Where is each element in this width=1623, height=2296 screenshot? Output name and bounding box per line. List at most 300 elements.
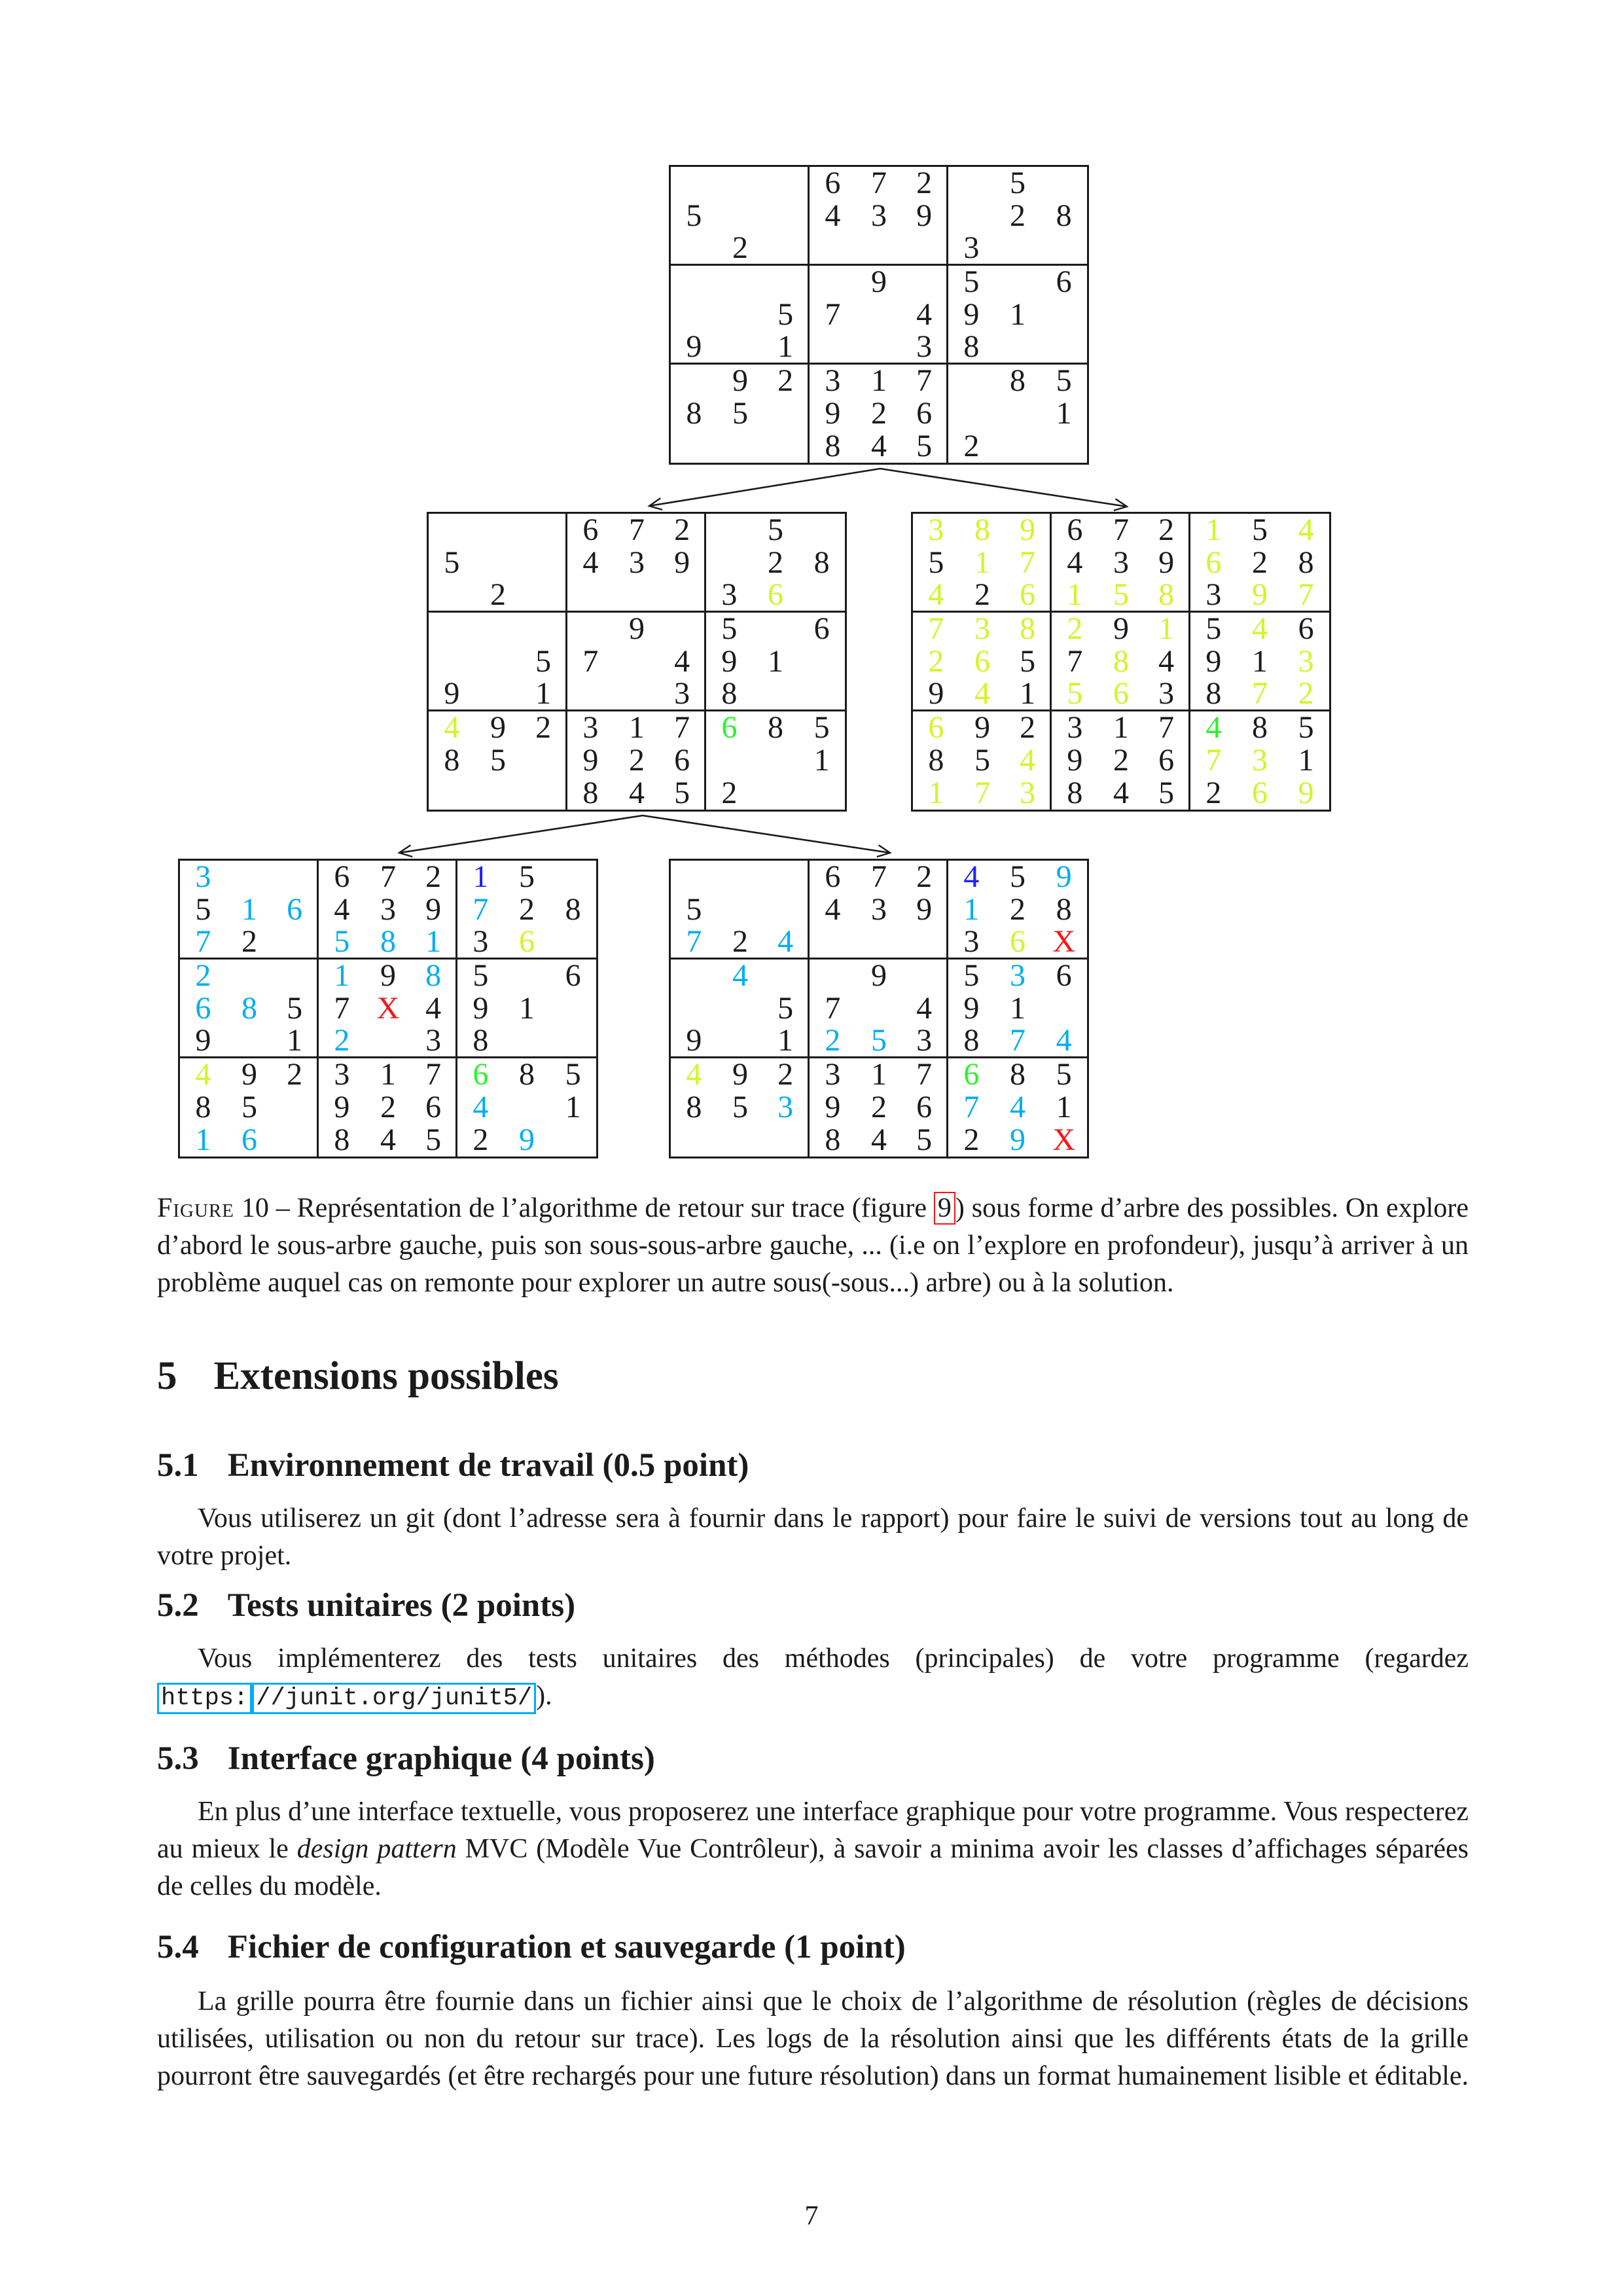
section-5-2-heading <box>157 1587 575 1624</box>
cell-r4c4: 2 <box>1067 611 1083 646</box>
cell-r5c5 <box>856 992 902 1025</box>
cell-r2c8: 2 <box>518 892 535 927</box>
cell-r1c6: 2 <box>1144 514 1190 547</box>
cell-r2c7 <box>948 200 995 232</box>
figure-caption <box>157 1190 1469 1302</box>
cell-r1c1 <box>671 861 717 893</box>
cell-r7c6: 7 <box>902 1058 948 1091</box>
cell-r3c8: 6 <box>504 926 550 960</box>
cell-r1c9: 4 <box>1298 512 1314 547</box>
cell-r3c5 <box>614 579 660 613</box>
cell-r3c5: 8 <box>365 926 412 960</box>
cell-r4c6: 8 <box>411 960 457 992</box>
cell-r3c3 <box>521 579 567 613</box>
cell-r9c5: 4 <box>628 776 645 810</box>
cell-r5c8: 1 <box>1009 991 1026 1026</box>
cell-r7c9: 5 <box>1056 363 1072 398</box>
cell-r6c3: 1 <box>1005 678 1052 711</box>
cell-r6c2 <box>475 678 522 711</box>
cell-r4c6 <box>902 266 948 298</box>
cell-r8c5: 2 <box>870 396 887 431</box>
cell-r9c5: 4 <box>870 429 887 463</box>
cell-r8c6: 6 <box>411 1091 457 1124</box>
figure-caption-text-before: Représentation de l’algorithme de retour sur trace (figure <box>296 1193 934 1223</box>
cell-r6c8 <box>753 678 799 711</box>
cell-r8c1: 8 <box>686 1090 702 1124</box>
cell-r5c6: 4 <box>902 298 948 331</box>
cell-r1c1: 3 <box>195 859 211 894</box>
cell-r9c6: 5 <box>902 430 948 463</box>
cell-r9c8 <box>753 777 799 810</box>
cell-r3c6 <box>660 579 706 613</box>
cell-r6c1: 9 <box>180 1025 226 1058</box>
cell-r3c3: 6 <box>1005 579 1052 613</box>
cell-r2c9: 8 <box>1298 545 1314 580</box>
cell-r2c3: 6 <box>272 893 319 926</box>
cell-r1c5: 7 <box>870 859 887 894</box>
cell-r9c5: 4 <box>1113 776 1129 810</box>
cell-r4c5: 9 <box>628 611 645 646</box>
cell-r5c9: 3 <box>1298 644 1314 679</box>
cell-r9c9: 9 <box>1298 776 1314 810</box>
section-5-3-text-before: En plus d’une interface textuelle, vous proposerez une interface graphique pour votre programme. Vous respecterez au mieux le <box>157 1797 1469 1864</box>
cell-r7c5: 1 <box>870 363 887 398</box>
cell-r7c1: 4 <box>195 1057 211 1092</box>
cell-r2c1: 5 <box>444 545 460 580</box>
cell-r9c4: 8 <box>1067 776 1083 810</box>
cell-r7c2: 9 <box>490 710 506 745</box>
section-5-title: Extensions possibles <box>213 1354 559 1398</box>
cell-r2c7: 1 <box>963 892 980 927</box>
cell-r4c2 <box>717 266 764 298</box>
cell-r5c9 <box>1041 298 1087 331</box>
cell-r4c7: 5 <box>721 611 738 646</box>
figure-caption-text-after: ) sous forme d’arbre des possibles. On explore d’abord le sous-arbre gauche, puis son sous-sous-arbre gauche, ... (i.e on l’explore en profondeur), jusqu’à arriver à un problème auquel cas on remonte pour explorer un autre sous(-sous...) arbre) ou à la solution. <box>157 1193 1469 1298</box>
cell-r5c1 <box>429 645 475 678</box>
cell-r4c7: 5 <box>473 958 489 993</box>
cell-r9c9 <box>1041 430 1087 463</box>
cell-r5c7: 9 <box>963 991 980 1026</box>
cell-r4c3 <box>763 960 810 992</box>
cell-r5c2 <box>717 298 764 331</box>
cell-r3c1 <box>671 232 717 266</box>
cell-r1c3: 9 <box>1005 514 1052 547</box>
cell-r2c9: 8 <box>1056 892 1072 927</box>
cell-r8c4: 9 <box>334 1090 350 1124</box>
cell-r7c1 <box>671 365 717 397</box>
cell-r7c7: 6 <box>963 1057 980 1092</box>
cell-r4c9: 6 <box>813 611 830 646</box>
cell-r5c8: 1 <box>1009 297 1026 332</box>
cell-r9c8 <box>995 430 1041 463</box>
cell-r6c7: 8 <box>948 331 995 365</box>
cell-r4c2 <box>475 613 522 645</box>
cell-r4c6 <box>902 960 948 992</box>
cell-r7c8: 8 <box>1009 1057 1026 1092</box>
cell-r9c1: 1 <box>928 776 944 810</box>
cell-r4c2 <box>226 960 273 992</box>
cell-r1c7: 1 <box>473 859 489 894</box>
cell-r2c6: 9 <box>902 893 948 926</box>
cell-r9c3 <box>763 1124 810 1157</box>
cell-r3c3 <box>272 926 319 960</box>
cell-r1c3 <box>763 861 810 893</box>
cell-r8c1: 8 <box>686 396 702 431</box>
cell-r2c4: 4 <box>582 545 599 580</box>
cell-r4c7: 5 <box>963 264 980 299</box>
section-5-4-paragraph: La grille pourra être fournie dans un fichier ainsi que le choix de l’algorithme de résolution (règles de décisions utilisées, utilisation ou non du retour sur trace). Les logs de la résolution ainsi que les différents états de la grille pourront être sauvegardés (et être rechargés pour une future résolution) dans un format humainement lisible et éditable. <box>157 1986 1469 2091</box>
cell-r1c1 <box>429 514 475 547</box>
cell-r7c8: 8 <box>518 1057 535 1092</box>
cell-r6c5: 5 <box>856 1025 902 1058</box>
cell-r2c5: 3 <box>380 892 396 927</box>
cell-r4c1: 7 <box>928 611 944 646</box>
junit-link-part2[interactable]: //junit.org/junit5/ <box>252 1683 536 1714</box>
cell-r8c7: 4 <box>473 1090 489 1124</box>
cell-r7c4: 3 <box>825 363 841 398</box>
cell-r6c9: 2 <box>1283 678 1329 711</box>
cell-r1c3 <box>763 167 810 200</box>
cell-r7c9: 5 <box>813 710 830 745</box>
cell-r3c5: 5 <box>1098 579 1145 613</box>
cell-r3c5 <box>856 232 902 266</box>
cell-r2c2: 1 <box>241 892 257 927</box>
cell-r3c1: 4 <box>913 579 959 613</box>
cell-r2c8: 2 <box>767 545 783 580</box>
cell-r1c9: 9 <box>1056 859 1072 894</box>
section-5-2-number: 5.2 <box>157 1587 199 1624</box>
cell-r7c4: 3 <box>334 1057 350 1092</box>
section-5-3-number: 5.3 <box>157 1740 199 1777</box>
cell-r8c5: 2 <box>628 743 645 778</box>
cell-r3c6 <box>902 232 948 266</box>
cell-r8c7 <box>706 744 753 777</box>
cell-r8c4: 9 <box>825 396 841 431</box>
cell-r9c1 <box>671 430 717 463</box>
cell-r4c1 <box>429 613 475 645</box>
cell-r6c1: 9 <box>913 678 959 711</box>
cell-r2c4: 4 <box>825 198 841 233</box>
cell-r4c7: 5 <box>1205 611 1222 646</box>
cell-r1c2 <box>226 861 273 893</box>
cell-r5c2 <box>717 992 764 1025</box>
cell-r1c8: 5 <box>518 859 535 894</box>
cell-r6c6: 3 <box>660 678 706 711</box>
cell-r6c7: 8 <box>948 1025 995 1058</box>
cell-r8c5: 2 <box>1113 743 1129 778</box>
cell-r7c5: 1 <box>380 1057 396 1092</box>
cell-r7c4: 3 <box>582 710 599 745</box>
cell-r9c8: 9 <box>518 1122 535 1157</box>
cell-r3c6: 8 <box>1144 579 1190 613</box>
cell-r6c5 <box>856 331 902 365</box>
cell-r5c6: 4 <box>411 992 457 1025</box>
cell-r9c1 <box>429 777 475 810</box>
cell-r9c3 <box>272 1124 319 1157</box>
section-5-4-title: Fichier de configuration et sauvegarde (1 point) <box>227 1929 906 1965</box>
cell-r5c8: 1 <box>518 991 535 1026</box>
cell-r3c9 <box>1041 232 1087 266</box>
cell-r9c7: 2 <box>963 429 980 463</box>
arrow-midleft-to-right <box>643 816 890 853</box>
cell-r9c7: 2 <box>1205 776 1222 810</box>
cell-r4c6: 1 <box>1144 613 1190 645</box>
arrow-root-to-left <box>649 469 880 506</box>
cell-r7c2: 9 <box>732 1057 748 1092</box>
figure-9-reference-link[interactable]: 9 <box>934 1192 955 1225</box>
cell-r3c7: 3 <box>948 232 995 266</box>
cell-r8c9: 1 <box>1056 1090 1072 1124</box>
cell-r6c2 <box>717 331 764 365</box>
cell-r1c8: 5 <box>767 512 783 547</box>
cell-r4c6 <box>660 613 706 645</box>
cell-r4c5: 9 <box>380 958 396 993</box>
cell-r3c7: 3 <box>706 579 753 613</box>
cell-r7c1: 4 <box>444 710 460 745</box>
cell-r3c4 <box>810 232 856 266</box>
cell-r3c8: 9 <box>1237 579 1283 613</box>
cell-r4c9: 6 <box>1298 611 1314 646</box>
sudoku-grid-bottom-left <box>178 859 598 1158</box>
section-5-2-text-before: Vous implémenterez des tests unitaires des méthodes (principales) de votre programme (regardez <box>198 1643 1469 1674</box>
cell-r9c8: 6 <box>1251 776 1268 810</box>
cell-r6c6: 3 <box>411 1025 457 1058</box>
cell-r7c7: 4 <box>1205 710 1222 745</box>
cell-r4c5: 9 <box>1113 611 1129 646</box>
arrow-midleft-to-left <box>399 816 643 853</box>
cell-r9c2 <box>717 430 764 463</box>
cell-r6c3: 1 <box>763 1025 810 1058</box>
cell-r8c9: 1 <box>1056 396 1072 431</box>
cell-r4c9: 6 <box>1056 264 1072 299</box>
cell-r3c8: 6 <box>995 926 1041 960</box>
cell-r2c7: 7 <box>473 892 489 927</box>
cell-r9c6: 5 <box>902 1124 948 1157</box>
cell-r1c2 <box>717 861 764 893</box>
cell-r8c7: 7 <box>1205 743 1222 778</box>
cell-r4c8 <box>504 960 550 992</box>
cell-r2c3 <box>763 893 810 926</box>
cell-r2c2 <box>475 547 522 579</box>
cell-r9c9: X <box>1052 1122 1075 1157</box>
cell-r6c5 <box>614 678 660 711</box>
cell-r1c4: 6 <box>825 166 841 200</box>
cell-r2c8: 2 <box>1009 892 1026 927</box>
cell-r1c6: 2 <box>902 167 948 200</box>
cell-r1c5: 7 <box>380 859 396 894</box>
cell-r8c3 <box>272 1091 319 1124</box>
cell-r7c5: 1 <box>628 710 645 745</box>
cell-r7c7: 6 <box>721 710 738 745</box>
cell-r5c4: 7 <box>1067 644 1083 679</box>
cell-r6c9: 4 <box>1041 1025 1087 1058</box>
cell-r2c6: 9 <box>1144 547 1190 579</box>
cell-r7c3: 2 <box>521 711 567 744</box>
cell-r8c6: 6 <box>660 744 706 777</box>
cell-r7c4: 3 <box>1067 710 1083 745</box>
cell-r8c2: 5 <box>974 743 990 778</box>
cell-r1c2 <box>717 167 764 200</box>
cell-r9c4: 8 <box>825 429 841 463</box>
section-5-3-heading <box>157 1740 655 1778</box>
cell-r2c3: 7 <box>1005 547 1052 579</box>
cell-r9c6: 5 <box>660 777 706 810</box>
cell-r7c2: 9 <box>732 363 748 398</box>
cell-r9c3 <box>521 777 567 810</box>
sudoku-grid-middle-right <box>911 512 1331 812</box>
cell-r3c4: 1 <box>1052 579 1098 613</box>
cell-r2c7: 6 <box>1205 545 1222 580</box>
cell-r8c2: 5 <box>241 1090 257 1124</box>
cell-r3c7: 3 <box>1190 579 1237 613</box>
cell-r4c2: 3 <box>974 611 990 646</box>
cell-r3c1 <box>429 579 475 613</box>
cell-r8c8: 3 <box>1251 743 1268 778</box>
cell-r6c8 <box>504 1025 550 1058</box>
cell-r2c1: 5 <box>928 545 944 580</box>
section-5-2-paragraph <box>157 1640 1469 1717</box>
cell-r3c2: 2 <box>717 232 764 266</box>
cell-r1c6: 2 <box>660 514 706 547</box>
cell-r9c4: 8 <box>825 1122 841 1157</box>
cell-r5c8: 1 <box>1251 644 1268 679</box>
cell-r6c6: 3 <box>902 331 948 365</box>
cell-r1c4: 6 <box>1067 512 1083 547</box>
cell-r3c5 <box>856 926 902 960</box>
cell-r1c3 <box>521 514 567 547</box>
cell-r1c1: 3 <box>928 512 944 547</box>
cell-r6c3: 1 <box>272 1025 319 1058</box>
cell-r7c3: 2 <box>1005 711 1052 744</box>
cell-r5c3: 5 <box>763 992 810 1025</box>
cell-r4c2: 4 <box>732 958 748 993</box>
figure-caption-number: 10 – <box>234 1193 297 1223</box>
cell-r3c9: 7 <box>1283 579 1329 613</box>
cell-r2c5: 3 <box>1113 545 1129 580</box>
cell-r1c1 <box>671 167 717 200</box>
cell-r7c7 <box>948 365 995 397</box>
cell-r5c5: X <box>376 991 400 1026</box>
cell-r4c4 <box>810 960 856 992</box>
junit-link-part1[interactable]: https: <box>157 1683 252 1714</box>
cell-r3c9 <box>798 579 845 613</box>
cell-r5c5: 8 <box>1113 644 1129 679</box>
cell-r7c8: 8 <box>1251 710 1268 745</box>
cell-r4c3: 8 <box>1005 613 1052 645</box>
cell-r2c7 <box>706 547 753 579</box>
cell-r5c3: 5 <box>272 992 319 1025</box>
cell-r9c1: 1 <box>195 1122 211 1157</box>
cell-r5c2: 8 <box>241 991 257 1026</box>
section-5-2-text-after: ). <box>536 1681 552 1711</box>
cell-r8c3 <box>763 397 810 430</box>
cell-r5c6: 4 <box>1144 645 1190 678</box>
cell-r6c4: 5 <box>1052 678 1098 711</box>
cell-r9c5: 4 <box>870 1122 887 1157</box>
cell-r6c5: 6 <box>1098 678 1145 711</box>
cell-r2c3 <box>763 200 810 232</box>
cell-r5c1: 2 <box>928 644 944 679</box>
cell-r8c6: 6 <box>902 1091 948 1124</box>
cell-r5c6: 4 <box>902 992 948 1025</box>
cell-r5c6: 4 <box>660 645 706 678</box>
cell-r5c9 <box>550 992 596 1025</box>
cell-r8c6: 6 <box>902 397 948 430</box>
cell-r7c2: 9 <box>974 710 990 745</box>
cell-r3c2: 2 <box>475 579 522 613</box>
cell-r4c3 <box>763 266 810 298</box>
cell-r9c9 <box>550 1124 596 1157</box>
cell-r5c9 <box>1041 992 1087 1025</box>
cell-r2c8: 2 <box>1251 545 1268 580</box>
cell-r6c7: 8 <box>706 678 753 711</box>
cell-r9c4: 8 <box>582 776 599 810</box>
cell-r4c4: 1 <box>334 958 350 993</box>
cell-r5c5 <box>856 298 902 331</box>
section-5-heading <box>157 1354 559 1399</box>
cell-r4c9: 6 <box>565 958 581 993</box>
cell-r5c4: 7 <box>334 991 350 1026</box>
cell-r4c7: 5 <box>963 958 980 993</box>
cell-r1c2 <box>475 514 522 547</box>
cell-r7c6: 7 <box>1144 711 1190 744</box>
cell-r1c7: 4 <box>963 859 980 894</box>
cell-r6c5 <box>365 1025 412 1058</box>
cell-r1c7 <box>706 514 753 547</box>
cell-r1c5: 7 <box>628 512 645 547</box>
cell-r1c7 <box>948 167 995 200</box>
cell-r2c2 <box>717 200 764 232</box>
section-5-1-paragraph: Vous utiliserez un git (dont l’adresse sera à fournir dans le rapport) pour faire le suivi de versions tout au long de votre projet. <box>157 1503 1469 1571</box>
sudoku-grid-root <box>669 165 1089 465</box>
cell-r5c3: 5 <box>763 298 810 331</box>
cell-r3c6: 1 <box>411 926 457 960</box>
cell-r2c4: 4 <box>1067 545 1083 580</box>
cell-r1c4: 6 <box>825 859 841 894</box>
cell-r7c9: 5 <box>1056 1057 1072 1092</box>
cell-r2c1: 5 <box>686 892 702 927</box>
cell-r9c7: 2 <box>721 776 738 810</box>
cell-r1c7: 1 <box>1205 512 1222 547</box>
cell-r7c5: 1 <box>870 1057 887 1092</box>
cell-r8c7: 7 <box>963 1090 980 1124</box>
sudoku-grid-middle-left <box>427 512 847 812</box>
section-5-4-number: 5.4 <box>157 1929 199 1965</box>
cell-r8c4: 9 <box>825 1090 841 1124</box>
cell-r6c4 <box>810 331 856 365</box>
cell-r9c6: 5 <box>411 1124 457 1157</box>
cell-r4c3 <box>272 960 319 992</box>
cell-r5c5 <box>614 645 660 678</box>
cell-r2c1: 5 <box>195 892 211 927</box>
cell-r9c7: 2 <box>963 1122 980 1157</box>
cell-r8c1: 8 <box>928 743 944 778</box>
cell-r9c2 <box>475 777 522 810</box>
cell-r9c1 <box>671 1124 717 1157</box>
design-pattern-italic: design pattern <box>296 1834 457 1864</box>
cell-r7c9: 5 <box>1298 710 1314 745</box>
cell-r6c4: 2 <box>810 1025 856 1058</box>
cell-r3c6 <box>902 926 948 960</box>
cell-r3c3 <box>763 232 810 266</box>
cell-r1c4: 6 <box>334 859 350 894</box>
cell-r4c8: 4 <box>1251 611 1268 646</box>
cell-r3c9 <box>550 926 596 960</box>
cell-r6c9 <box>1041 331 1087 365</box>
cell-r5c7: 9 <box>1205 644 1222 679</box>
cell-r8c8 <box>995 397 1041 430</box>
cell-r2c1: 5 <box>686 198 702 233</box>
